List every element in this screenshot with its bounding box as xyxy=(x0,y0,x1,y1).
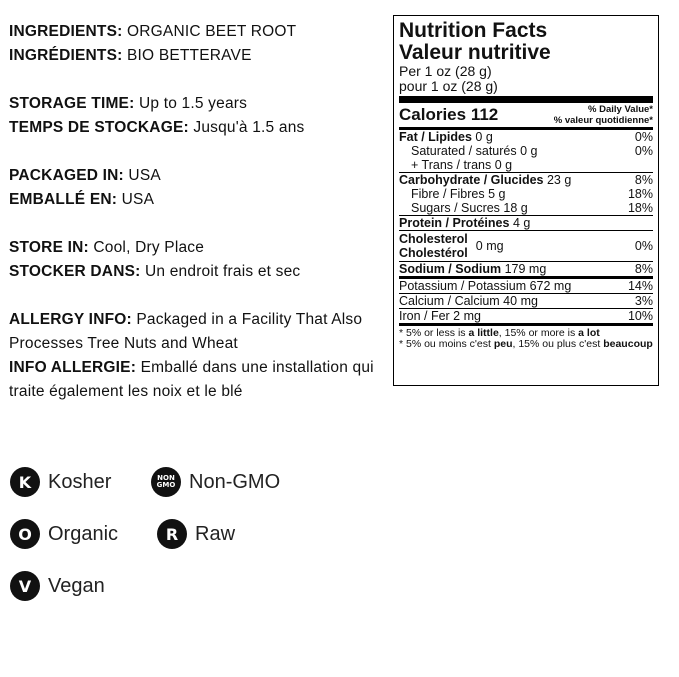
store-fr: STOCKER DANS: Un endroit frais et sec xyxy=(9,263,301,280)
saturated-trans-row: Saturated / saturés 0 g + Trans / trans 0 g 0% xyxy=(411,144,653,172)
ingredients-fr: INGRÉDIENTS: BIO BETTERAVE xyxy=(9,47,252,64)
allergy-en: ALLERGY INFO: Packaged in a Facility That Also Processes Tree Nuts and Wheat xyxy=(9,311,363,352)
sodium-row: Sodium / Sodium 179 mg 8% xyxy=(399,262,653,276)
calories-value: 112 xyxy=(470,105,499,124)
non-gmo-label: Non-GMO xyxy=(189,470,281,493)
nutrition-title-fr: Valeur nutritive xyxy=(399,41,551,64)
organic-icon: O xyxy=(10,519,40,549)
non-gmo-badge xyxy=(151,467,280,497)
serving-size-en: Per 1 oz (28 g) xyxy=(399,63,492,79)
raw-icon: R xyxy=(157,519,187,549)
organic-label: Organic xyxy=(48,522,119,545)
cholesterol-row: Cholesterol Cholestérol 0 mg 0% xyxy=(399,232,653,260)
vegan-icon: V xyxy=(10,571,40,601)
nutrition-facts-panel xyxy=(393,15,659,386)
organic-badge xyxy=(10,519,118,549)
carbohydrate-row: Carbohydrate / Glucides 23 g 8% xyxy=(399,173,653,187)
fibre-row: Fibre / Fibres 5 g 18% xyxy=(411,187,653,201)
raw-badge xyxy=(157,519,235,549)
storage-fr: TEMPS DE STOCKAGE: Jusqu'à 1.5 ans xyxy=(9,119,305,136)
fat-row: Fat / Lipides 0 g 0% xyxy=(399,130,653,144)
vegan-badge xyxy=(10,571,105,601)
calories-row: Calories 112 % Daily Value* % valeur quotidienne* xyxy=(399,104,653,126)
ingredients-en: INGREDIENTS: ORGANIC BEET ROOT xyxy=(9,23,297,40)
footnote: * 5% or less is a little, 15% or more is a lot * 5% ou moins c'est peu, 15% ou plus c'est beaucoup xyxy=(399,327,653,350)
packaged-en: PACKAGED IN: USA xyxy=(9,167,161,184)
packaged-fr: EMBALLÉ EN: USA xyxy=(9,191,155,208)
potassium-row: Potassium / Potassium 672 mg 14% xyxy=(399,279,653,293)
nutrition-title-en: Nutrition Facts xyxy=(399,19,548,42)
kosher-icon: K xyxy=(10,467,40,497)
sugars-row: Sugars / Sucres 18 g 18% xyxy=(411,201,653,215)
daily-value-header: % Daily Value* % valeur quotidienne* xyxy=(553,104,653,126)
calcium-row: Calcium / Calcium 40 mg 3% xyxy=(399,294,653,308)
storage-en: STORAGE TIME: Up to 1.5 years xyxy=(9,95,248,112)
store-en: STORE IN: Cool, Dry Place xyxy=(9,239,205,256)
protein-row: Protein / Protéines 4 g xyxy=(399,216,531,230)
kosher-label: Kosher xyxy=(48,470,112,493)
iron-row: Iron / Fer 2 mg 10% xyxy=(399,309,653,323)
vegan-label: Vegan xyxy=(48,574,105,597)
non-gmo-icon: NON GMO xyxy=(151,467,181,497)
allergy-fr: INFO ALLERGIE: Emballé dans une installation qui traite également les noix et le blé xyxy=(9,359,374,400)
serving-size-fr: pour 1 oz (28 g) xyxy=(399,78,498,94)
product-info xyxy=(9,20,389,404)
raw-label: Raw xyxy=(195,522,236,545)
kosher-badge xyxy=(10,467,111,497)
